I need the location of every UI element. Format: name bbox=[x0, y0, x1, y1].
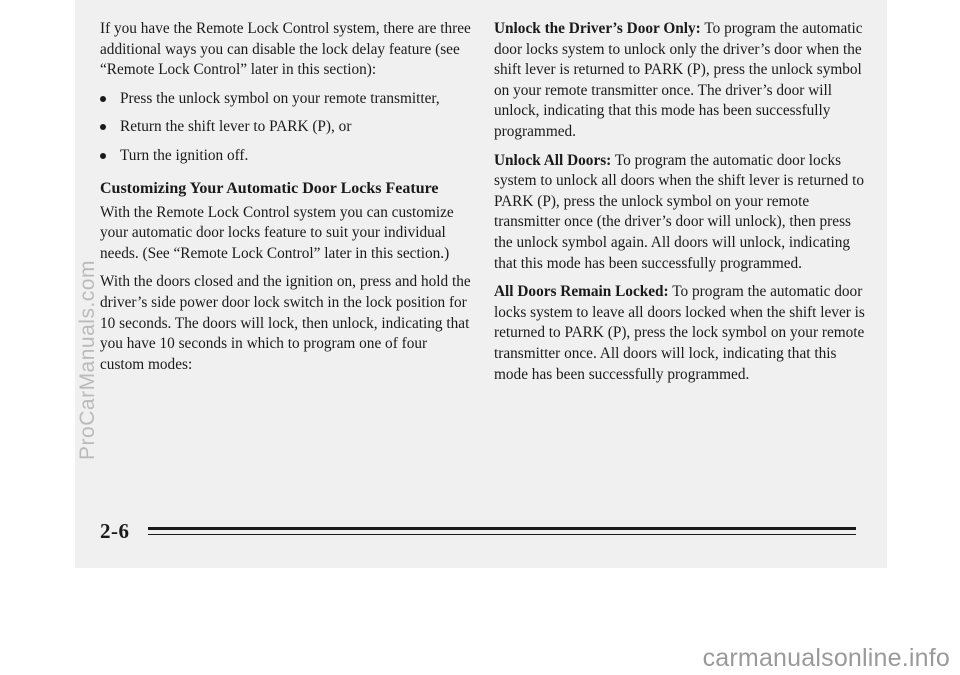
footer-rule-thick bbox=[148, 527, 856, 530]
list-item: Press the unlock symbol on your remote transmitter, bbox=[100, 89, 472, 110]
mode-paragraph bbox=[494, 282, 866, 385]
bullet-icon bbox=[100, 153, 106, 159]
mode-text: To program the automatic door locks system to unlock all doors when the shift lever is returned to PARK (P), press the unlock symbol on your remote transmitter once (the driver’s door will unlock), then press the unlock symbol again. All doors will unlock, indicating that this mode has been successfully programmed. bbox=[494, 151, 865, 272]
customize-paragraph: With the Remote Lock Control system you can customize your automatic door locks feature to suit your individual needs. (See “Remote Lock Control” later in this section.) bbox=[100, 203, 454, 262]
right-column bbox=[494, 19, 866, 393]
left-column bbox=[100, 19, 472, 383]
mode-text: To program the automatic door locks system to leave all doors locked when the shift lever is returned to PARK (P), press the lock symbol on your remote transmitter once. All doors will lock, indicating that this mode has been successfully programmed. bbox=[494, 283, 865, 383]
instructions-paragraph: With the doors closed and the ignition on, press and hold the driver’s side power door lock switch in the lock position for 10 seconds. The doors will lock, then unlock, indicating that you have 10 seconds in which to program one of four custom modes: bbox=[100, 273, 471, 373]
footer-rule bbox=[148, 527, 856, 537]
mode-label: All Doors Remain Locked: bbox=[494, 283, 669, 301]
list-item: Return the shift lever to PARK (P), or bbox=[100, 117, 472, 138]
bottom-watermark: carmanualsonline.info bbox=[702, 644, 950, 672]
mode-text: To program the automatic door locks system to unlock only the driver’s door when the shift lever is returned to PARK (P), press the unlock symbol on your remote transmitter once. The driver’s door will unlock, indicating that this mode has been successfully programmed. bbox=[494, 20, 863, 140]
bullet-icon bbox=[100, 96, 106, 102]
footer-rule-thin bbox=[148, 534, 856, 535]
intro-paragraph: If you have the Remote Lock Control system, there are three additional ways you can disable the lock delay feature (see “Remote Lock Control” later in this section): bbox=[100, 20, 471, 79]
mode-label: Unlock All Doors: bbox=[494, 151, 612, 169]
section-heading: Customizing Your Automatic Door Locks Feature bbox=[100, 179, 439, 197]
disable-methods-list bbox=[100, 89, 472, 167]
side-watermark: ProCarManuals.com bbox=[76, 260, 99, 460]
mode-label: Unlock the Driver’s Door Only: bbox=[494, 20, 701, 37]
mode-paragraph bbox=[494, 19, 866, 143]
bullet-icon bbox=[100, 124, 106, 130]
mode-paragraph bbox=[494, 151, 866, 275]
list-item: Turn the ignition off. bbox=[100, 146, 472, 167]
page-number: 2-6 bbox=[100, 519, 130, 543]
